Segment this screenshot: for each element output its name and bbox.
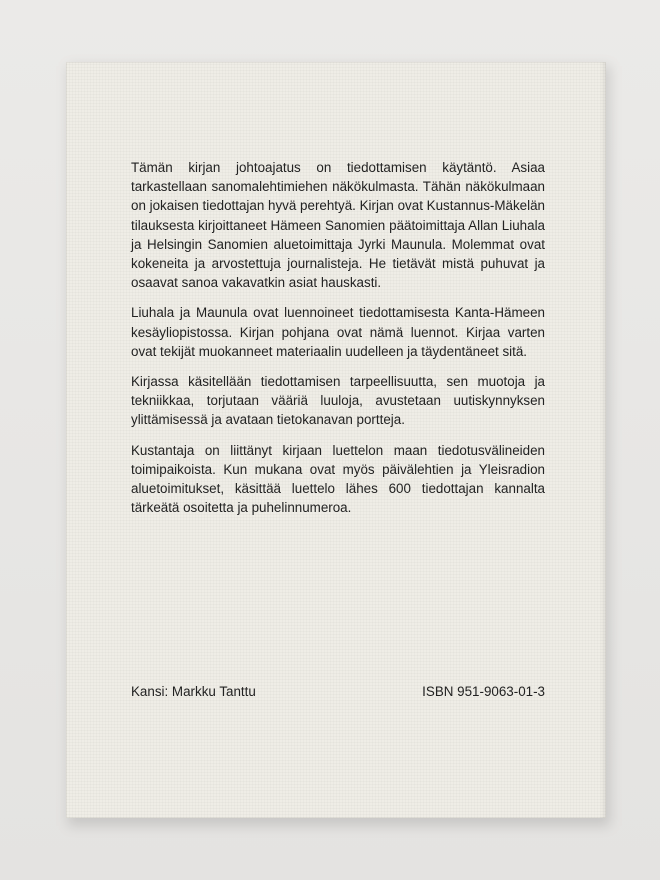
book-page-edge (600, 62, 606, 818)
cover-footer (131, 682, 545, 701)
cover-credit: Kansi: Markku Tanttu (131, 684, 256, 699)
blurb-paragraph-2: Liuhala ja Maunula ovat luennoineet tiedottamisesta Kanta-Hämeen kesäyliopistossa. Kirjan pohjana ovat nämä luennot. Kirjaa varten ovat tekijät muokanneet materiaalin uudelleen ja täydentäneet sitä. (131, 305, 545, 359)
isbn-number: ISBN 951-9063-01-3 (422, 684, 545, 699)
blurb-text (131, 158, 545, 528)
book-back-cover (66, 62, 606, 818)
blurb-paragraph-1: Tämän kirjan johtoajatus on tiedottamisen käytäntö. Asiaa tarkastellaan sanomalehtimiehen näkökulmasta. Tähän näkökulmaan on jokaisen tiedottajan hyvä perehtyä. Kirjan ovat Kustannus-Mäkelän tilauksesta kirjoittaneet Hämeen Sanomien päätoimittaja Allan Liuhala ja Helsingin Sanomien aluetoimittaja Jyrki Maunula. Molemmat ovat kokeneita ja arvostettuja journalisteja. He tietävät mistä puhuvat ja osaavat sanoa vakavatkin asiat hauskasti. (131, 160, 545, 291)
blurb-paragraph-4: Kustantaja on liittänyt kirjaan luettelon maan tiedotusvälineiden toimipaikoista. Kun mukana ovat myös päivälehtien ja Yleisradion aluetoimitukset, käsittää luettelo lähes 600 tiedottajan kannalta tärkeätä osoitetta ja puhelinnumeroa. (131, 442, 545, 516)
blurb-paragraph-3: Kirjassa käsitellään tiedottamisen tarpeellisuutta, sen muotoja ja tekniikkaa, torjutaan vääriä luuloja, avustetaan uutiskynnyksen ylittämisessä ja avataan tietokanavan portteja. (131, 374, 545, 428)
